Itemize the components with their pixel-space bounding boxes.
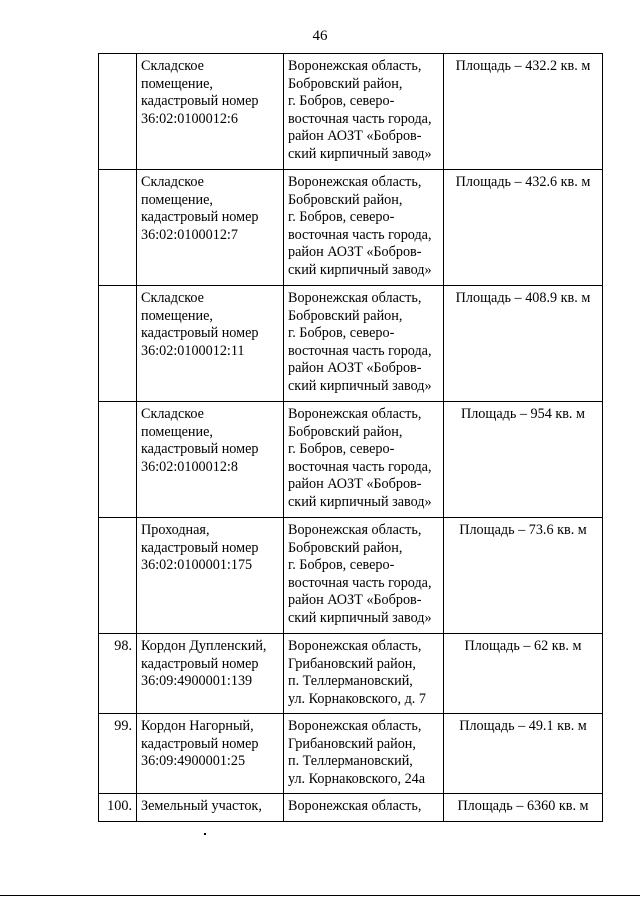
row-number: [99, 54, 137, 170]
object-address: Воронежская область, Бобровский район, г. Бобров, северо- восточная часть города, район АОЗТ «Бобров- ский кирпичный завод»: [284, 518, 444, 634]
row-number: 99.: [99, 714, 137, 794]
object-address: Воронежская область, Бобровский район, г. Бобров, северо- восточная часть города, район АОЗТ «Бобров- ский кирпичный завод»: [284, 170, 444, 286]
table-row: [99, 286, 603, 402]
scan-speck: [204, 833, 206, 835]
row-number: 100.: [99, 794, 137, 822]
object-area: Площадь – 62 кв. м: [444, 634, 603, 714]
object-area: Площадь – 954 кв. м: [444, 402, 603, 518]
table-row: [99, 518, 603, 634]
object-name: Земельный участок,: [137, 794, 284, 822]
object-area: Площадь – 432.2 кв. м: [444, 54, 603, 170]
object-area: Площадь – 6360 кв. м: [444, 794, 603, 822]
object-name: Складское помещение, кадастровый номер 36:02:0100012:11: [137, 286, 284, 402]
object-name: Проходная, кадастровый номер 36:02:0100001:175: [137, 518, 284, 634]
object-address: Воронежская область, Грибановский район, п. Теллермановский, ул. Корнаковского, д. 7: [284, 634, 444, 714]
page-number: 46: [312, 28, 328, 44]
property-table-body: [99, 54, 603, 822]
table-row: [99, 402, 603, 518]
object-area: Площадь – 49.1 кв. м: [444, 714, 603, 794]
row-number: [99, 286, 137, 402]
object-area: Площадь – 73.6 кв. м: [444, 518, 603, 634]
page-bottom-rule: [0, 895, 640, 896]
table-row: [99, 170, 603, 286]
table-row: [99, 634, 603, 714]
object-name: Складское помещение, кадастровый номер 36:02:0100012:8: [137, 402, 284, 518]
object-area: Площадь – 432.6 кв. м: [444, 170, 603, 286]
row-number: [99, 170, 137, 286]
object-name: Складское помещение, кадастровый номер 36:02:0100012:6: [137, 54, 284, 170]
object-address: Воронежская область,: [284, 794, 444, 822]
table-row: [99, 794, 603, 822]
property-table: [98, 53, 603, 822]
object-area: Площадь – 408.9 кв. м: [444, 286, 603, 402]
table-row: [99, 54, 603, 170]
object-address: Воронежская область, Бобровский район, г. Бобров, северо- восточная часть города, район АОЗТ «Бобров- ский кирпичный завод»: [284, 54, 444, 170]
table-row: [99, 714, 603, 794]
object-address: Воронежская область, Грибановский район, п. Теллермановский, ул. Корнаковского, 24а: [284, 714, 444, 794]
object-address: Воронежская область, Бобровский район, г. Бобров, северо- восточная часть города, район АОЗТ «Бобров- ский кирпичный завод»: [284, 402, 444, 518]
row-number: 98.: [99, 634, 137, 714]
object-name: Кордон Дупленский, кадастровый номер 36:09:4900001:139: [137, 634, 284, 714]
object-name: Складское помещение, кадастровый номер 36:02:0100012:7: [137, 170, 284, 286]
row-number: [99, 402, 137, 518]
object-name: Кордон Нагорный, кадастровый номер 36:09:4900001:25: [137, 714, 284, 794]
object-address: Воронежская область, Бобровский район, г. Бобров, северо- восточная часть города, район АОЗТ «Бобров- ский кирпичный завод»: [284, 286, 444, 402]
row-number: [99, 518, 137, 634]
